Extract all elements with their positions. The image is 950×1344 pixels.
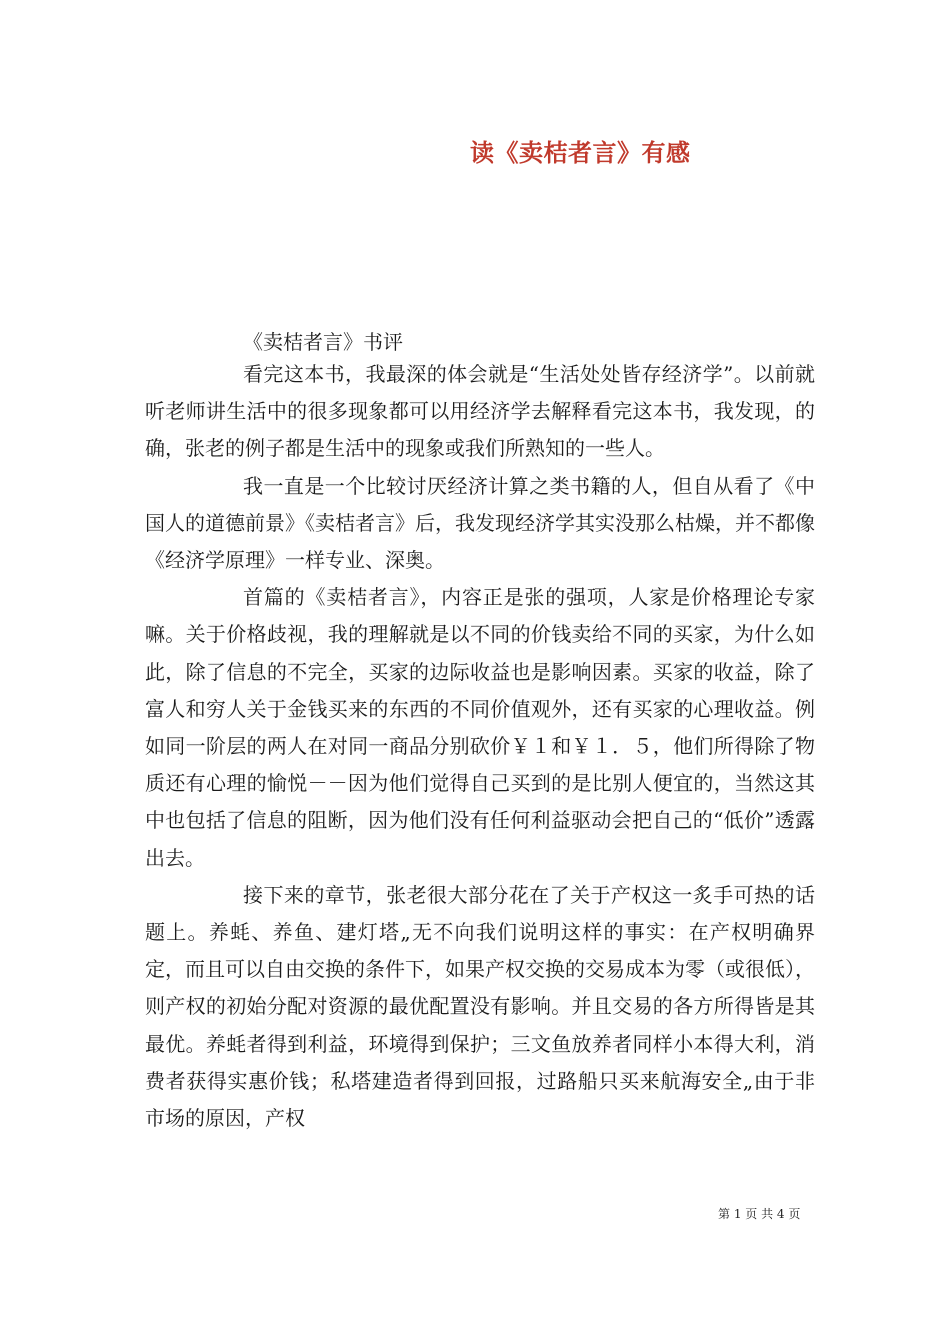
paragraph-2: 我一直是一个比较讨厌经济计算之类书籍的人，但自从看了《中国人的道德前景》《卖桔者言》后，我发现经济学其实没那么枯燥，并不都像《经济学原理》一样专业、深奥。: [145, 473, 815, 573]
document-title: 读《卖桔者言》有感: [470, 138, 691, 167]
page-number-footer: 第 1 页 共 4 页: [718, 1207, 801, 1221]
document-subtitle: 《卖桔者言》书评: [243, 330, 403, 354]
document-body: [145, 356, 815, 1137]
paragraph-4: 接下来的章节，张老很大部分花在了关于产权这一炙手可热的话题上。养蚝、养鱼、建灯塔„无不向我们说明这样的事实：在产权明确界定，而且可以自由交换的条件下，如果产权交换的交易成本为零（或很低），则产权的初始分配对资源的最优配置没有影响。并且交易的各方所得皆是其最优。养蚝者得到利益，环境得到保护；三文鱼放养者同样小本得大利，消费者获得实惠价钱；私塔建造者得到回报，过路船只买来航海安全„由于非市场的原因，产权: [145, 882, 815, 1131]
paragraph-3: 首篇的《卖桔者言》，内容正是张的强项，人家是价格理论专家嘛。关于价格歧视，我的理解就是以不同的价钱卖给不同的买家，为什么如此，除了信息的不完全，买家的边际收益也是影响因素。买家的收益，除了富人和穷人关于金钱买来的东西的不同价值观外，还有买家的心理收益。例如同一阶层的两人在对同一商品分别砍价￥１和￥１．５，他们所得除了物质还有心理的愉悦－－因为他们觉得自己买到的是比别人便宜的，当然这其中也包括了信息的阻断，因为他们没有任何利益驱动会把自己的“低价”透露出去。: [145, 585, 815, 870]
paragraph-1: 看完这本书，我最深的体会就是“生活处处皆存经济学”。以前就听老师讲生活中的很多现象都可以用经济学去解释看完这本书，我发现，的确，张老的例子都是生活中的现象或我们所熟知的一些人。: [145, 362, 815, 461]
